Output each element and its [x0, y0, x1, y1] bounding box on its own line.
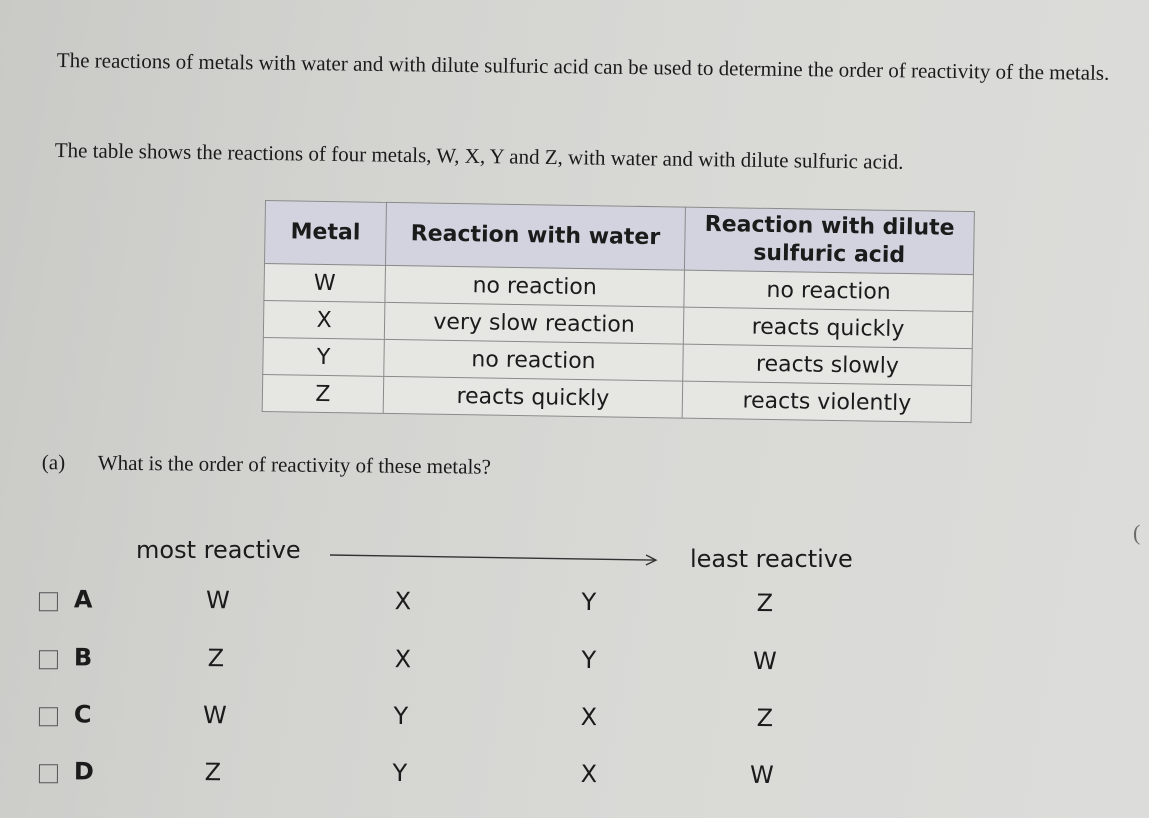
option-letter: C	[73, 700, 92, 729]
cell-water: no reaction	[385, 265, 685, 307]
option-metal: X	[394, 587, 412, 616]
option-metal: X	[580, 760, 598, 789]
cell-water: very slow reaction	[384, 302, 684, 344]
question-number: (a)	[41, 450, 66, 475]
option-metal: Y	[581, 588, 597, 617]
cropped-mark-text: (	[1133, 520, 1141, 545]
cell-water: reacts quickly	[383, 376, 683, 418]
option-b-checkbox[interactable]	[39, 650, 58, 669]
header-acid: Reaction with dilute sulfuric acid	[684, 207, 974, 275]
reaction-table	[262, 200, 975, 423]
intro-paragraph: The reactions of metals with water and with dilute sulfuric acid can be used to determine the order of reactivity of the metals.	[56, 47, 1110, 85]
option-letter: D	[73, 757, 94, 786]
cell-metal: W	[264, 264, 386, 303]
most-reactive-label: most reactive	[136, 536, 301, 564]
option-metal: Z	[207, 644, 225, 673]
option-metal: Z	[756, 588, 774, 618]
option-a[interactable]	[0, 585, 1149, 634]
option-metal: W	[749, 760, 774, 790]
option-metal: Y	[393, 702, 409, 731]
reactivity-arrow-icon	[330, 545, 665, 570]
header-water: Reaction with water	[385, 202, 685, 270]
option-metal: X	[580, 703, 598, 732]
option-metal: W	[202, 701, 227, 730]
option-metal: Z	[756, 703, 774, 733]
table-description: The table shows the reactions of four metals, W, X, Y and Z, with water and with dilute sulfuric acid.	[54, 137, 904, 174]
option-metal: X	[394, 645, 412, 674]
option-d-checkbox[interactable]	[39, 764, 58, 783]
cell-acid: no reaction	[684, 270, 974, 312]
cell-acid: reacts quickly	[683, 307, 973, 349]
option-metal: Z	[204, 758, 222, 787]
cell-acid: reacts violently	[682, 381, 972, 423]
cell-metal: X	[263, 300, 385, 339]
option-c[interactable]	[0, 700, 1149, 749]
option-metal: W	[205, 586, 230, 615]
question-a	[42, 450, 491, 480]
header-metal: Metal	[265, 201, 387, 266]
cell-metal: Y	[263, 337, 385, 376]
option-letter: B	[73, 643, 93, 672]
option-b[interactable]	[0, 643, 1149, 692]
option-d[interactable]	[0, 757, 1149, 806]
cell-acid: reacts slowly	[683, 344, 973, 386]
option-c-checkbox[interactable]	[39, 707, 58, 726]
cell-metal: Z	[262, 374, 384, 413]
option-a-checkbox[interactable]	[39, 592, 58, 611]
cell-water: no reaction	[384, 339, 684, 381]
table-header-row	[265, 201, 975, 275]
option-metal: Y	[392, 759, 408, 788]
option-metal: W	[752, 646, 777, 676]
option-letter: A	[73, 585, 93, 614]
option-metal: Y	[581, 646, 597, 675]
question-text: What is the order of reactivity of these metals?	[97, 450, 491, 479]
least-reactive-label: least reactive	[690, 545, 853, 573]
